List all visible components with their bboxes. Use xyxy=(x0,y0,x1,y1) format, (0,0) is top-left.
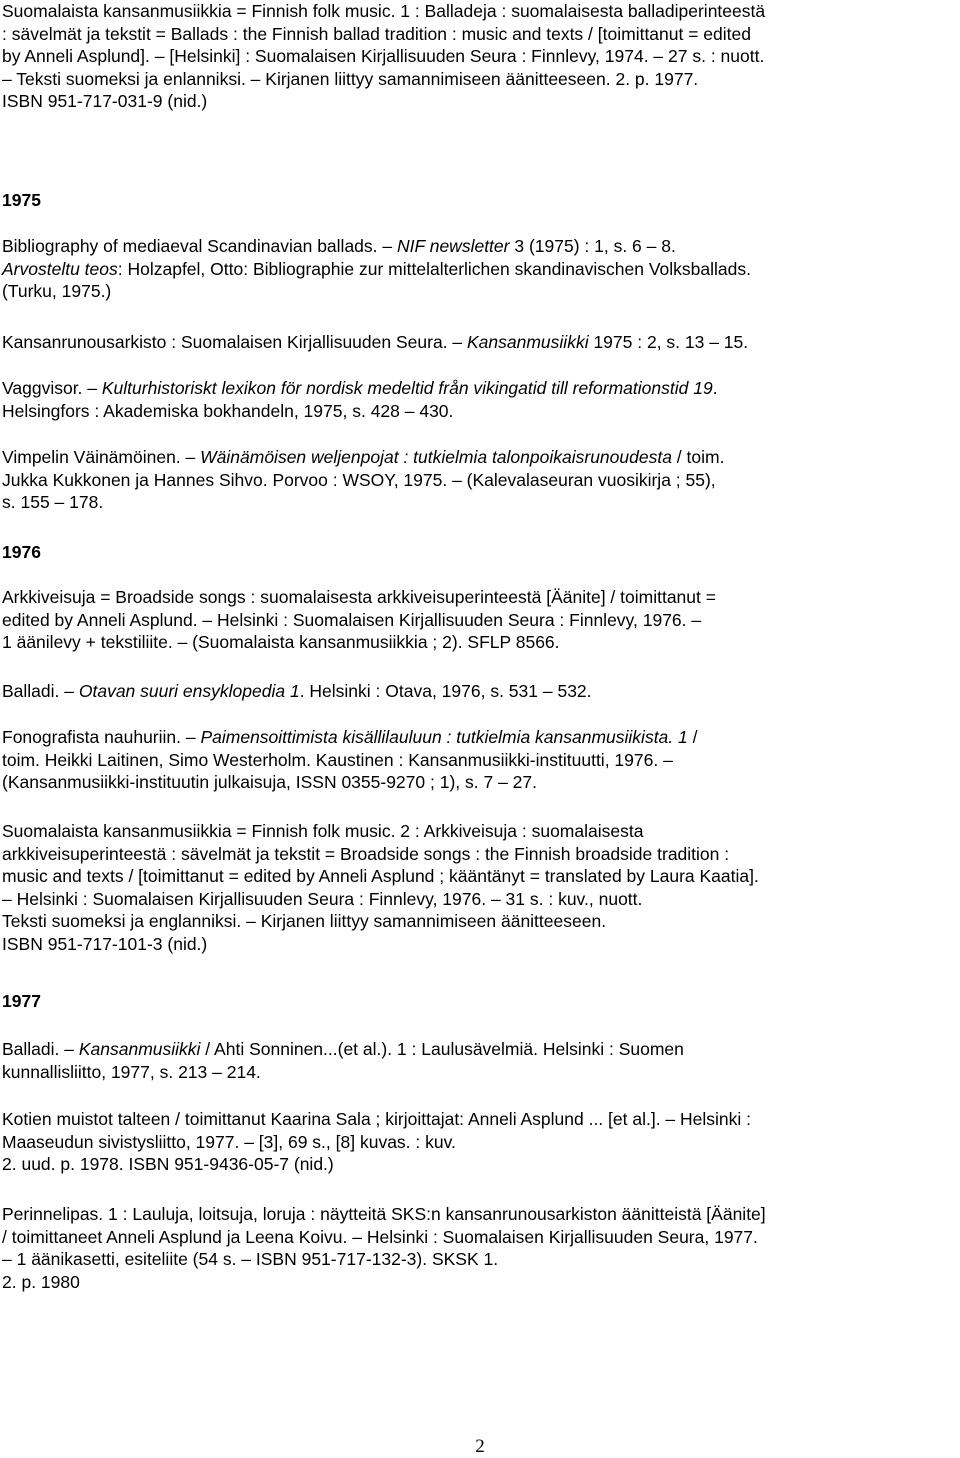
entry-text: Bibliography of mediaeval Scandinavian ballads. – xyxy=(2,236,397,256)
entry-text: Vaggvisor. – xyxy=(2,378,102,398)
entry-text: Fonografista nauhuriin. – xyxy=(2,727,201,747)
entry-text: Balladi. – xyxy=(2,681,79,701)
entry-line: s. 155 – 178. xyxy=(2,492,104,512)
entry-italic-title: Kulturhistoriskt lexikon för nordisk medeltid från vikingatid till reformationstid 19 xyxy=(101,378,713,398)
bibliography-entry xyxy=(2,680,958,703)
entry-line: 2. p. 1980 xyxy=(2,1271,80,1292)
entry-text: : Holzapfel, Otto: Bibliographie zur mittelalterlichen skandinavischen Volksballads. xyxy=(117,258,751,279)
bibliography-entry xyxy=(2,1108,958,1176)
entry-line: Jukka Kukkonen ja Hannes Sihvo. Porvoo : WSOY, 1975. – (Kalevalaseuran vuosikirja ; 55), xyxy=(2,469,716,490)
entry-text: / toim. xyxy=(671,447,725,467)
entry-line: Kotien muistot talteen / toimittanut Kaarina Sala ; kirjoittajat: Anneli Asplund ... [et al.]. – Helsinki : xyxy=(2,1109,752,1129)
entry-italic-title: Otavan suuri ensyklopedia 1 xyxy=(78,681,300,701)
entry-line: toim. Heikki Laitinen, Simo Westerholm. Kaustinen : Kansanmusiikki-instituutti, 1976. – xyxy=(2,749,673,770)
entry-line: 1 äänilevy + tekstiliite. – (Suomalaista kansanmusiikkia ; 2). SFLP 8566. xyxy=(2,632,560,652)
entry-italic-title: NIF newsletter xyxy=(396,236,510,256)
bibliography-entry xyxy=(2,0,958,113)
entry-line: – Teksti suomeksi ja enlanniksi. – Kirjanen liittyy samannimiseen äänitteeseen. 2. p. 1977. xyxy=(2,68,699,89)
page-number: 2 xyxy=(475,1436,485,1457)
entry-text: Vimpelin Väinämöinen. – xyxy=(2,447,201,467)
bibliography-entry xyxy=(2,726,958,794)
entry-line: – Helsinki : Suomalaisen Kirjallisuuden Seura : Finnlevy, 1976. – 31 s. : kuv., nuott. xyxy=(2,888,643,909)
entry-line: music and texts / [toimittanut = edited by Anneli Asplund ; kääntänyt = translated by Laura Kaatia]. xyxy=(2,866,759,886)
entry-line: Suomalaista kansanmusiikkia = Finnish folk music. 2 : Arkkiveisuja : suomalaisesta xyxy=(2,821,644,841)
entry-line xyxy=(2,1038,958,1061)
entry-line xyxy=(2,726,958,749)
entry-line: (Turku, 1975.) xyxy=(2,281,112,301)
entry-text: 1975 : 2, s. 13 – 15. xyxy=(588,332,749,352)
entry-line: Teksti suomeksi ja englanniksi. – Kirjanen liittyy samannimiseen äänitteeseen. xyxy=(2,911,607,931)
year-heading: 1976 xyxy=(2,542,41,562)
entry-line xyxy=(2,258,958,281)
entry-line: Arkkiveisuja = Broadside songs : suomalaisesta arkkiveisuperinteestä [Äänite] / toimittanut = xyxy=(2,587,716,607)
year-heading: 1975 xyxy=(2,190,41,210)
entry-line: – 1 äänikasetti, esiteliite (54 s. – ISBN 951-717-132-3). SKSK 1. xyxy=(2,1249,499,1269)
entry-italic-title: Paimensoittimista kisällilauluun : tutkielmia kansanmusiikista. 1 xyxy=(200,727,688,747)
entry-line xyxy=(2,680,958,703)
bibliography-entry xyxy=(2,377,958,422)
bibliography-entry xyxy=(2,1038,958,1083)
entry-line: arkkiveisuperinteestä : sävelmät ja tekstit = Broadside songs : the Finnish broadside tradition : xyxy=(2,843,730,864)
year-heading: 1977 xyxy=(2,991,41,1011)
entry-line: Maaseudun sivistysliitto, 1977. – [3], 69 s., [8] kuvas. : kuv. xyxy=(2,1131,456,1152)
entry-text: Kansanrunousarkisto : Suomalaisen Kirjallisuuden Seura. – xyxy=(2,332,467,352)
bibliography-entry xyxy=(2,586,958,654)
bibliography-entry xyxy=(2,1203,958,1293)
entry-italic-title: Kansanmusiikki xyxy=(467,332,589,352)
entry-line xyxy=(2,235,958,258)
bibliography-entry xyxy=(2,235,958,303)
entry-italic-title: Wäinämöisen weljenpojat : tutkielmia talonpoikaisrunoudesta xyxy=(200,447,672,467)
entry-line xyxy=(2,377,958,400)
entry-italic-title: Arvosteltu teos xyxy=(2,258,118,279)
entry-italic-title: Kansanmusiikki xyxy=(78,1039,201,1059)
entry-line: 2. uud. p. 1978. ISBN 951-9436-05-7 (nid.) xyxy=(2,1154,334,1174)
entry-text: / xyxy=(687,727,698,747)
entry-line: by Anneli Asplund]. – [Helsinki] : Suomalaisen Kirjallisuuden Seura : Finnlevy, 1974. – 27 s. : nuott. xyxy=(2,46,765,66)
entry-text: 3 (1975) : 1, s. 6 – 8. xyxy=(509,236,676,256)
entry-text: / Ahti Sonninen...(et al.). 1 : Laulusävelmiä. Helsinki : Suomen xyxy=(200,1039,684,1059)
entry-line: ISBN 951-717-101-3 (nid.) xyxy=(2,933,208,954)
entry-line: kunnallisliitto, 1977, s. 213 – 214. xyxy=(2,1061,261,1082)
entry-line: Helsingfors : Akademiska bokhandeln, 1975, s. 428 – 430. xyxy=(2,400,454,421)
entry-line xyxy=(2,446,958,469)
entry-line: / toimittaneet Anneli Asplund ja Leena Koivu. – Helsinki : Suomalaisen Kirjallisuuden Seura, 1977. xyxy=(2,1226,758,1247)
bibliography-entry xyxy=(2,820,958,955)
entry-text: . Helsinki : Otava, 1976, s. 531 – 532. xyxy=(299,681,592,701)
entry-line: edited by Anneli Asplund. – Helsinki : Suomalaisen Kirjallisuuden Seura : Finnlevy, 1976. – xyxy=(2,609,702,630)
entry-line: Perinnelipas. 1 : Lauluja, loitsuja, loruja : näytteitä SKS:n kansanrunousarkiston äänitteistä [Äänite] xyxy=(2,1204,766,1224)
entry-text: Balladi. – xyxy=(2,1039,79,1059)
entry-line: : sävelmät ja tekstit = Ballads : the Finnish ballad tradition : music and texts / [toimittanut = edited xyxy=(2,23,751,44)
entry-line: ISBN 951-717-031-9 (nid.) xyxy=(2,91,208,111)
entry-text: . xyxy=(712,378,718,398)
entry-line: Suomalaista kansanmusiikkia = Finnish folk music. 1 : Balladeja : suomalaisesta balladiperinteestä xyxy=(2,1,766,21)
bibliography-entry xyxy=(2,446,958,514)
bibliography-entry xyxy=(2,331,958,354)
entry-line xyxy=(2,331,958,354)
entry-line: (Kansanmusiikki-instituutin julkaisuja, ISSN 0355-9270 ; 1), s. 7 – 27. xyxy=(2,772,537,792)
